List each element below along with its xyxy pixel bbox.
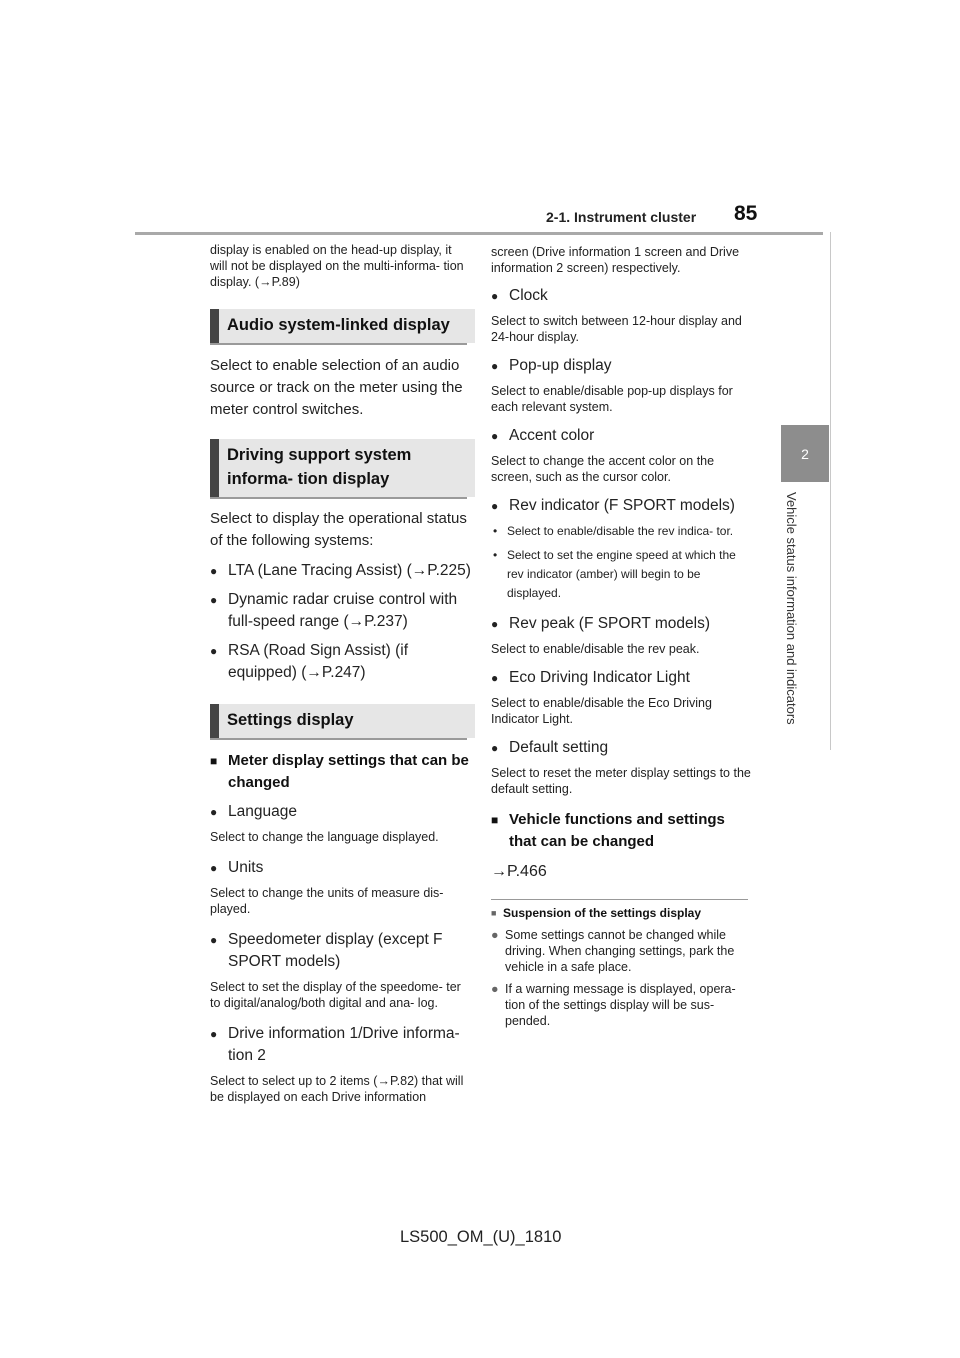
bullet-icon: ● bbox=[491, 671, 499, 685]
list-item-text: RSA (Road Sign Assist) (if equipped) (→P.247) bbox=[228, 642, 409, 681]
note-heading: Suspension of the settings display bbox=[503, 906, 702, 920]
item-description: Select to change the units of measure dis- played. bbox=[210, 886, 444, 916]
chapter-number: 2 bbox=[801, 445, 809, 462]
dot-icon: • bbox=[493, 548, 498, 562]
bullet-icon: ● bbox=[210, 564, 218, 578]
sub-item bbox=[491, 546, 753, 603]
note-text: Some settings cannot be changed while driving. When changing settings, park the vehicle in a safe place. bbox=[505, 928, 735, 974]
audio-heading: Audio system-linked display bbox=[210, 309, 475, 343]
list-item-title: Clock bbox=[509, 287, 548, 304]
list-item bbox=[210, 1023, 472, 1067]
vehicle-functions-heading-row bbox=[491, 809, 753, 853]
section-title: 2-1. Instrument cluster bbox=[546, 209, 697, 225]
bullet-icon: ● bbox=[210, 593, 218, 607]
bullet-icon: ● bbox=[491, 429, 499, 443]
settings-heading: Settings display bbox=[210, 704, 475, 738]
audio-heading-block bbox=[210, 309, 472, 345]
meter-settings-heading: Meter display settings that can be changed bbox=[228, 752, 469, 791]
list-item-title: Pop-up display bbox=[509, 357, 612, 374]
sub-item-text: Select to set the engine speed at which the rev indicator (amber) will begin to be displayed. bbox=[507, 548, 736, 600]
list-item bbox=[491, 737, 753, 759]
heading-rule bbox=[210, 343, 467, 345]
bullet-icon: ● bbox=[210, 805, 218, 819]
list-item bbox=[210, 560, 472, 582]
page-reference-link[interactable]: →P.466 bbox=[491, 863, 547, 880]
note-item bbox=[491, 927, 753, 975]
settings-heading-block bbox=[210, 704, 472, 740]
list-item bbox=[210, 589, 472, 633]
header-rule bbox=[135, 232, 823, 235]
audio-text: Select to enable selection of an audio source or track on the meter using the meter control switches. bbox=[210, 357, 463, 418]
note-heading-row bbox=[491, 905, 753, 921]
list-item-title: Drive information 1/Drive informa- tion 2 bbox=[228, 1025, 460, 1064]
list-item-title: Eco Driving Indicator Light bbox=[509, 669, 690, 686]
list-item bbox=[491, 613, 753, 635]
driving-text: Select to display the operational status of the following systems: bbox=[210, 510, 467, 549]
list-item-title: Accent color bbox=[509, 427, 595, 444]
list-item bbox=[491, 425, 753, 447]
item-description: Select to enable/disable pop-up displays for each relevant system. bbox=[491, 384, 733, 414]
item-description: Select to enable/disable the Eco Driving Indicator Light. bbox=[491, 696, 712, 726]
item-description: Select to switch between 12-hour display and 24-hour display. bbox=[491, 314, 742, 344]
item-description: Select to change the accent color on the screen, such as the cursor color. bbox=[491, 454, 715, 484]
list-item bbox=[210, 929, 472, 973]
list-item-title: Default setting bbox=[509, 739, 609, 756]
list-item bbox=[491, 667, 753, 689]
side-divider bbox=[830, 232, 831, 750]
list-item-title: Rev indicator (F SPORT models) bbox=[509, 497, 735, 514]
item-description: Select to enable/disable the rev peak. bbox=[491, 642, 700, 656]
heading-rule bbox=[210, 738, 467, 740]
item-description: Select to select up to 2 items (→P.82) that will be displayed on each Drive information bbox=[210, 1074, 464, 1104]
list-item bbox=[210, 857, 472, 879]
list-item bbox=[491, 355, 753, 377]
sub-item-text: Select to enable/disable the rev indica- tor. bbox=[507, 524, 734, 538]
circle-bullet-icon: ● bbox=[491, 928, 499, 942]
bullet-icon: ● bbox=[210, 644, 218, 658]
driving-heading: Driving support system informa- tion display bbox=[210, 439, 475, 497]
list-item bbox=[210, 801, 472, 823]
bullet-icon: ● bbox=[491, 499, 499, 513]
item-description: Select to reset the meter display settings to the default setting. bbox=[491, 766, 751, 796]
page-number: 85 bbox=[734, 202, 758, 225]
circle-bullet-icon: ● bbox=[491, 982, 499, 996]
item-description: Select to set the display of the speedome- ter to digital/analog/both digital and ana- log. bbox=[210, 980, 461, 1010]
list-item-text: Dynamic radar cruise control with full-speed range (→P.237) bbox=[228, 591, 458, 630]
heading-rule bbox=[210, 497, 467, 499]
bullet-icon: ● bbox=[491, 289, 499, 303]
bullet-icon: ● bbox=[210, 1027, 218, 1041]
list-item bbox=[491, 495, 753, 517]
bullet-icon: ● bbox=[210, 933, 218, 947]
list-item-title: Speedometer display (except F SPORT models) bbox=[228, 931, 443, 970]
vehicle-functions-heading: Vehicle functions and settings that can be changed bbox=[509, 811, 725, 850]
note-item bbox=[491, 981, 753, 1029]
dot-icon: • bbox=[493, 524, 498, 538]
bullet-icon: ● bbox=[210, 861, 218, 875]
continued-text: screen (Drive information 1 screen and Drive information 2 screen) respectively. bbox=[491, 245, 740, 275]
bullet-icon: ● bbox=[491, 741, 499, 755]
note-rule bbox=[491, 899, 748, 900]
meter-settings-heading-row bbox=[210, 750, 472, 794]
square-bullet-icon: ■ bbox=[491, 908, 497, 918]
list-item-text: LTA (Lane Tracing Assist) (→P.225) bbox=[228, 562, 471, 579]
driving-heading-block bbox=[210, 439, 472, 499]
sub-item bbox=[491, 522, 753, 541]
square-bullet-icon: ■ bbox=[491, 813, 499, 827]
chapter-title: Vehicle status information and indicators bbox=[784, 492, 799, 725]
list-item-title: Language bbox=[228, 803, 297, 820]
chapter-tab bbox=[781, 425, 829, 482]
right-column bbox=[491, 238, 753, 1029]
list-item-title: Units bbox=[228, 859, 264, 876]
left-column bbox=[210, 238, 472, 1105]
chapter-title-container bbox=[784, 492, 802, 752]
intro-text: display is enabled on the head-up display, it will not be displayed on the multi-informa- tion display. (→P.89) bbox=[210, 243, 464, 289]
bullet-icon: ● bbox=[491, 617, 499, 631]
list-item bbox=[491, 285, 753, 307]
list-item-title: Rev peak (F SPORT models) bbox=[509, 615, 710, 632]
document-code: LS500_OM_(U)_1810 bbox=[400, 1228, 562, 1246]
list-item bbox=[210, 640, 472, 684]
note-text: If a warning message is displayed, opera- tion of the settings display will be sus- pended. bbox=[505, 982, 736, 1028]
item-description: Select to change the language displayed. bbox=[210, 830, 439, 844]
bullet-icon: ● bbox=[491, 359, 499, 373]
square-bullet-icon: ■ bbox=[210, 754, 218, 768]
